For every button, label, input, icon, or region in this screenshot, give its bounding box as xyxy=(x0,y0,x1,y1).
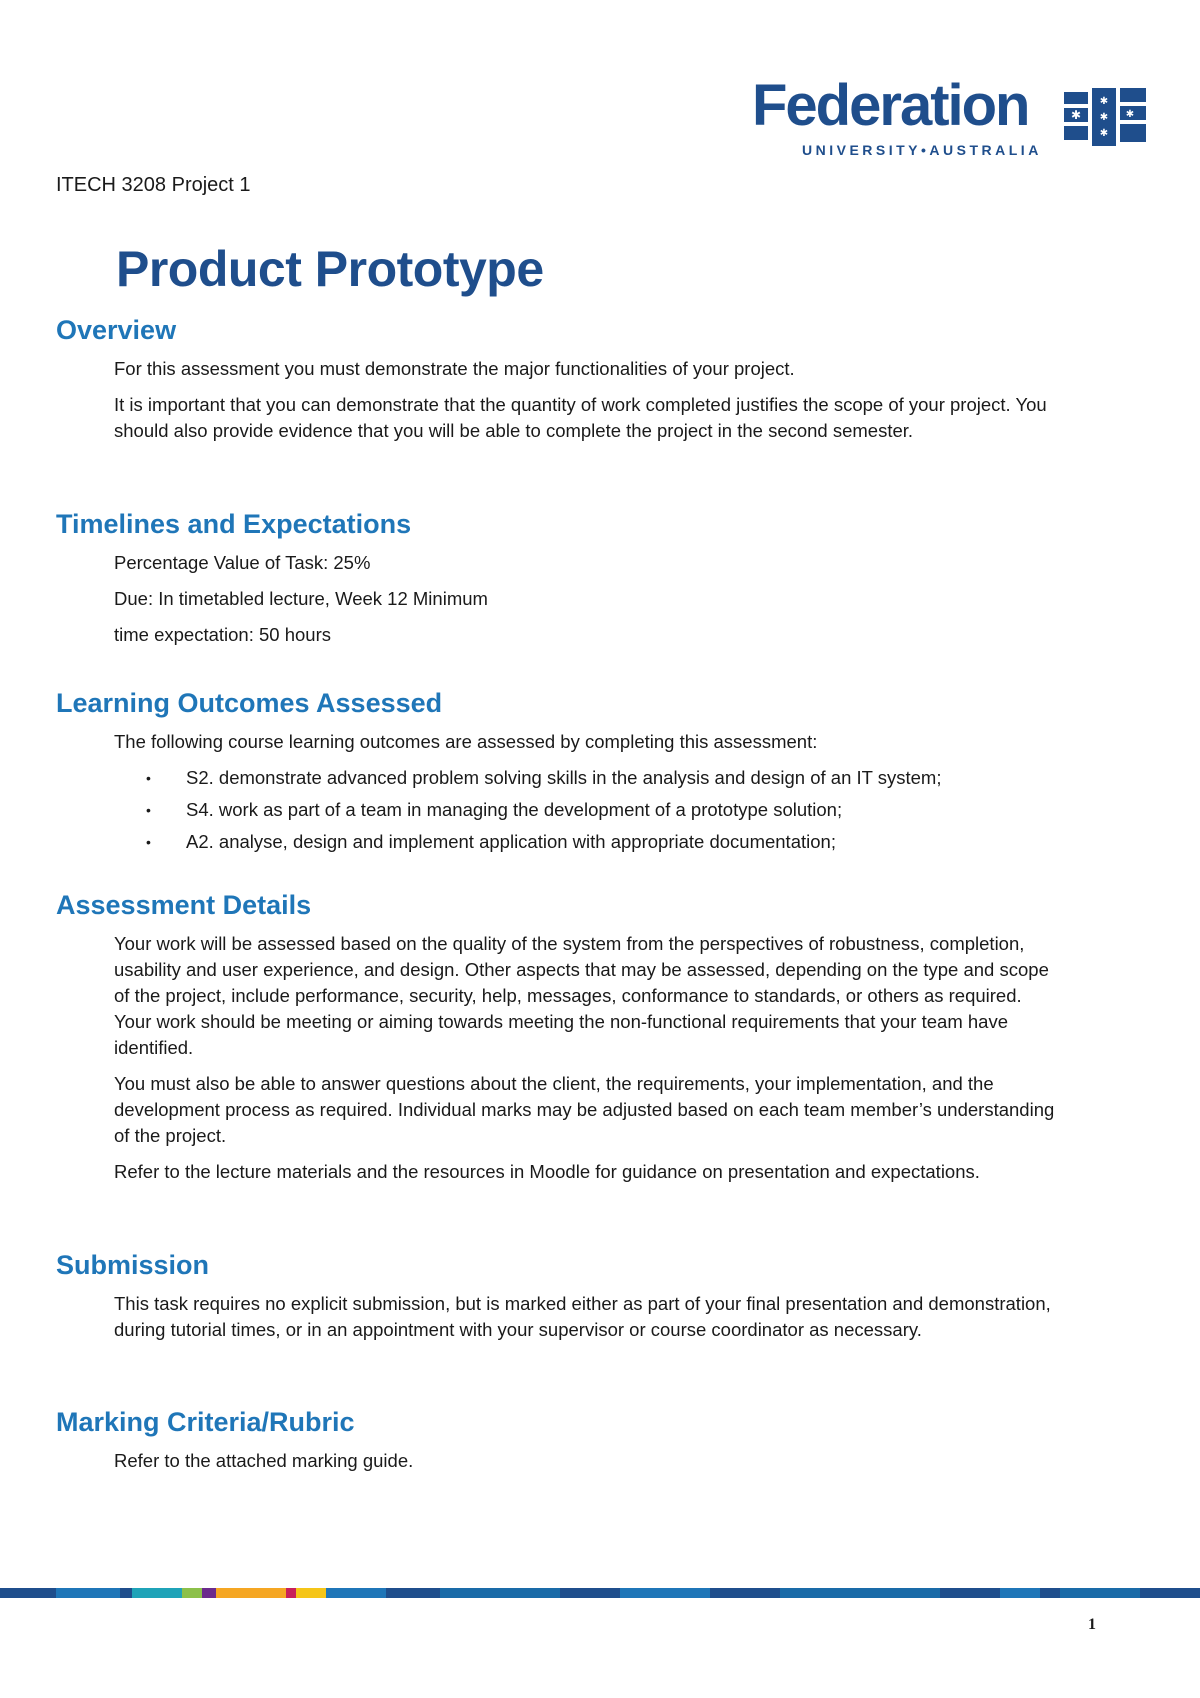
list-item-text: S2. demonstrate advanced problem solving skills in the analysis and design of an IT system; xyxy=(186,767,942,788)
svg-text:✱: ✱ xyxy=(1099,96,1109,107)
bullet: • xyxy=(146,834,151,850)
section-heading: Marking Criteria/Rubric xyxy=(56,1407,355,1437)
paragraph: You must also be able to answer questions about the client, the requirements, your implementation, and the development process as required. Individual marks may be adjusted based on each team member’s understanding of the project. xyxy=(114,1073,1055,1146)
page-number: 1 xyxy=(1088,1616,1096,1633)
section-heading: Learning Outcomes Assessed xyxy=(56,688,443,718)
paragraph: Due: In timetabled lecture, Week 12 Minimum xyxy=(114,588,488,609)
svg-text:✱: ✱ xyxy=(1099,128,1109,139)
paragraph: Your work will be assessed based on the quality of the system from the perspectives of robustness, completion, usability and user experience, and design. Other aspects that may be assessed, depending on the type and scope of the project, include performance, security, help, messages, conformance to standards, or others as required. Your work should be meeting or aiming towards meeting the non-functional requirements that your team have identified. xyxy=(114,933,1049,1058)
paragraph: Percentage Value of Task: 25% xyxy=(114,552,371,573)
section-timelines xyxy=(56,509,1056,658)
paragraph: Refer to the lecture materials and the resources in Moodle for guidance on presentation and expectations. xyxy=(114,1161,980,1182)
bullet: • xyxy=(146,770,151,786)
list-item-text: A2. analyse, design and implement application with appropriate documentation; xyxy=(186,831,836,852)
paragraph: This task requires no explicit submission, but is marked either as part of your final presentation and demonstration, during tutorial times, or in an appointment with your supervisor or course coordinator as necessary. xyxy=(114,1293,1051,1340)
paragraph: time expectation: 50 hours xyxy=(114,624,331,645)
flag-icon xyxy=(1064,84,1146,154)
section-assessment-details xyxy=(56,890,1056,1195)
paragraph: It is important that you can demonstrate that the quantity of work completed justifies the scope of your project. You should also provide evidence that you will be able to complete the project in the second semester. xyxy=(114,394,1047,441)
section-learning-outcomes xyxy=(56,688,1056,861)
logo-subtitle: UNIVERSITY•AUSTRALIA xyxy=(802,142,1042,158)
section-heading: Assessment Details xyxy=(56,890,312,920)
list-item xyxy=(146,797,1056,823)
federation-university-logo xyxy=(752,73,1147,160)
list-item xyxy=(146,765,1056,791)
paragraph: The following course learning outcomes are assessed by completing this assessment: xyxy=(114,731,818,752)
paragraph: Refer to the attached marking guide. xyxy=(114,1450,414,1471)
logo-wordmark: Federation xyxy=(752,73,1029,138)
bullet: • xyxy=(146,802,151,818)
document-title: Product Prototype xyxy=(116,241,544,297)
section-heading: Timelines and Expectations xyxy=(56,509,412,539)
list-item-text: S4. work as part of a team in managing the development of a prototype solution; xyxy=(186,799,843,820)
svg-text:✱: ✱ xyxy=(1099,112,1109,123)
section-submission xyxy=(56,1250,1056,1353)
outcomes-list xyxy=(146,765,1056,855)
section-heading: Submission xyxy=(56,1250,210,1280)
footer-color-bar xyxy=(0,1588,1200,1598)
list-item xyxy=(146,829,1056,855)
course-id: ITECH 3208 Project 1 xyxy=(56,174,251,196)
section-overview xyxy=(56,315,1056,454)
section-heading: Overview xyxy=(56,315,177,345)
section-marking-criteria xyxy=(56,1407,1056,1484)
paragraph: For this assessment you must demonstrate the major functionalities of your project. xyxy=(114,358,795,379)
svg-text:✱: ✱ xyxy=(1125,109,1135,120)
svg-text:✱: ✱ xyxy=(1070,108,1082,122)
